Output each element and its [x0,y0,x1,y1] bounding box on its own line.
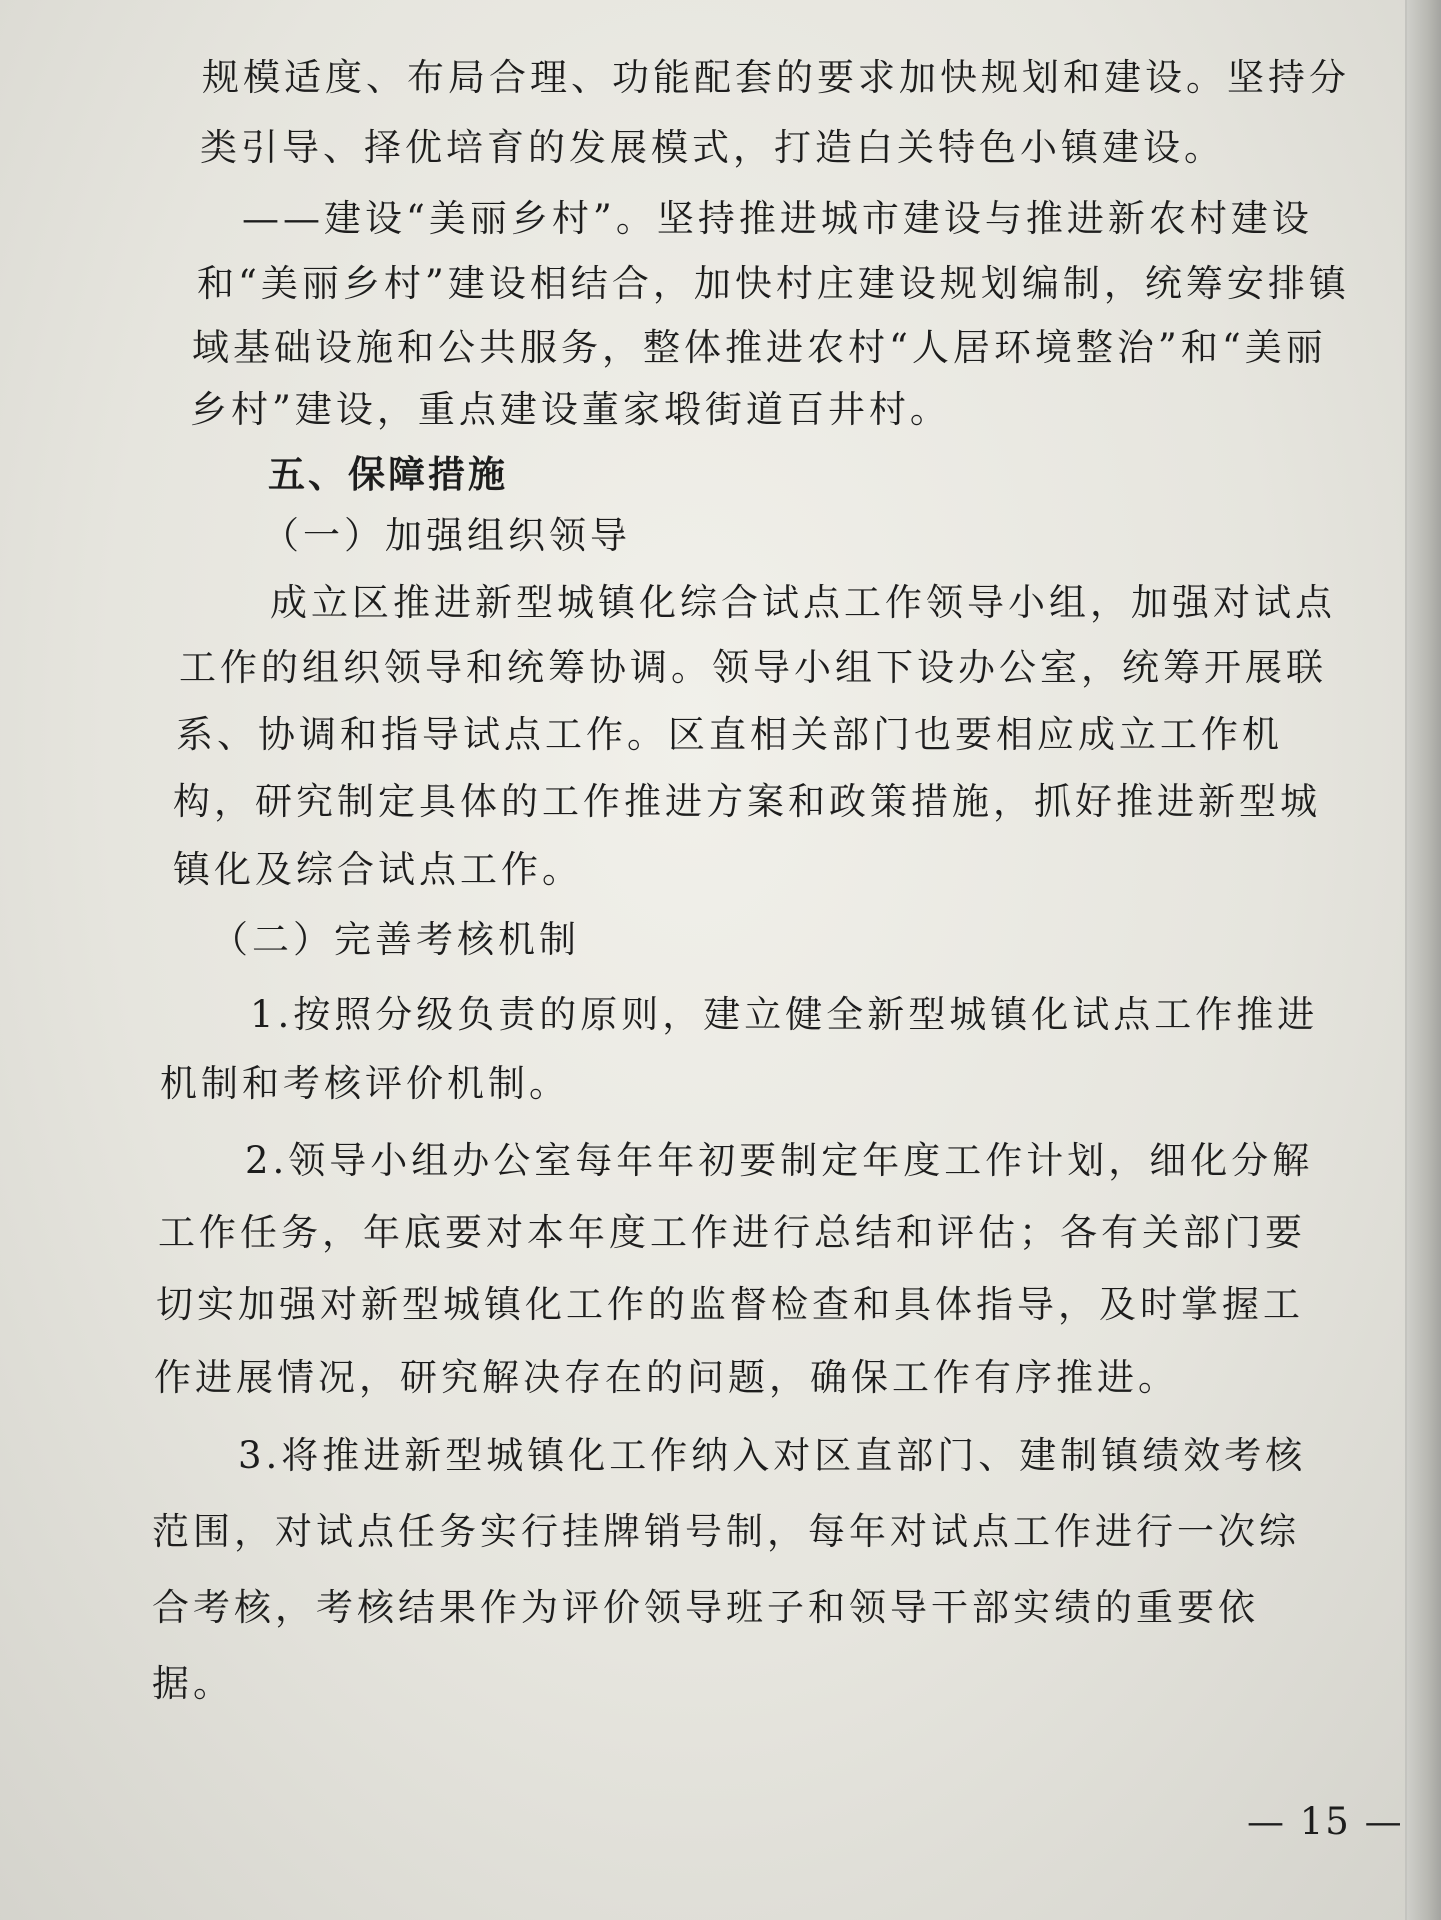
text-line: 工作的组织领导和统筹协调。领导小组下设办公室，统筹开展联 [179,646,1327,689]
text-line: 2.领导小组办公室每年年初要制定年度工作计划，细化分解 [245,1139,1314,1182]
text-line: 范围，对试点任务实行挂牌销号制，每年对试点工作进行一次综 [152,1510,1300,1553]
section-heading: 五、保障措施 [268,452,508,496]
text-line: 工作任务，年底要对本年度工作进行总结和评估；各有关部门要 [158,1211,1306,1254]
text-line: 构，研究制定具体的工作推进方案和政策措施，抓好推进新型城 [173,780,1321,823]
text-line: 3.将推进新型城镇化工作纳入对区直部门、建制镇绩效考核 [238,1434,1307,1477]
text-line: 机制和考核评价机制。 [160,1062,570,1105]
subsection-heading: （一）加强组织领导 [262,514,631,557]
text-line: 作进展情况，研究解决存在的问题，确保工作有序推进。 [154,1356,1179,1399]
text-line: 域基础设施和公共服务，整体推进农村“人居环境整治”和“美丽 [192,326,1327,369]
page-number: — 15 — [1247,1800,1404,1843]
text-line: 乡村”建设，重点建设董家塅街道百井村。 [190,388,951,431]
text-line: 规模适度、布局合理、功能配套的要求加快规划和建设。坚持分 [202,56,1350,99]
text-line: 切实加强对新型城镇化工作的监督检查和具体指导，及时掌握工 [156,1283,1304,1326]
text-line: ——建设“美丽乡村”。坚持推进城市建设与推进新农村建设 [242,197,1313,240]
text-line: 镇化及综合试点工作。 [173,848,583,891]
text-line: 和“美丽乡村”建设相结合，加快村庄建设规划编制，统筹安排镇 [197,262,1350,305]
text-line: 据。 [152,1662,234,1705]
text-line: 合考核，考核结果作为评价领导班子和领导干部实绩的重要依 [152,1586,1259,1629]
subsection-heading: （二）完善考核机制 [211,918,580,961]
text-line: 成立区推进新型城镇化综合试点工作领导小组，加强对试点 [270,581,1336,624]
text-line: 系、协调和指导试点工作。区直相关部门也要相应成立工作机 [176,713,1283,756]
text-line: 1.按照分级负责的原则，建立健全新型城镇化试点工作推进 [250,993,1319,1036]
page-edge-shadow [1407,0,1441,1920]
text-line: 类引导、择优培育的发展模式，打造白关特色小镇建设。 [200,126,1225,169]
